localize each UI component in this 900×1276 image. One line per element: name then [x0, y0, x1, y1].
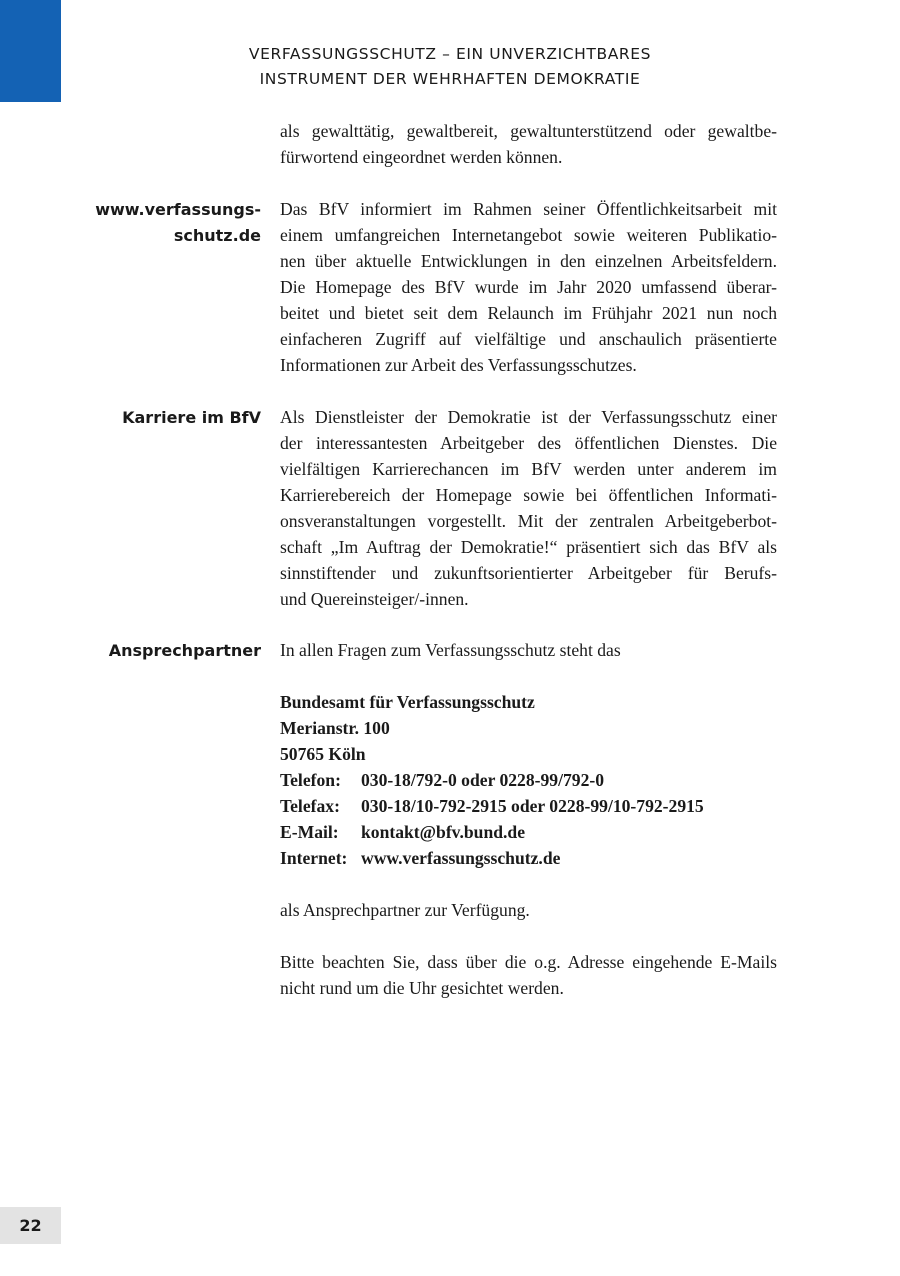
fax-row: [280, 793, 777, 819]
margin-heading-line: www.verfassungs-: [95, 200, 261, 219]
text-line: nicht rund um die Uhr gesichtet werden.: [280, 978, 564, 998]
text-line: als Ansprechpartner zur Verfügung.: [280, 900, 530, 920]
margin-heading-career: [122, 405, 261, 431]
text-line: und Quereinsteiger/-innen.: [280, 589, 469, 609]
email-row: [280, 819, 777, 845]
running-header-line-2: INSTRUMENT DER WEHRHAFTEN DEMOKRATIE: [259, 70, 641, 88]
text-line: Das BfV informiert im Rahmen seiner Öffentlichkeitsarbeit mit: [280, 199, 777, 219]
internet-row: [280, 845, 777, 871]
text-line: fürwortend eingeordnet werden können.: [280, 147, 563, 167]
contact-key: Telefon:: [280, 770, 341, 790]
contact-intro: [280, 637, 777, 663]
career-paragraph: [280, 404, 777, 612]
organization-name: Bundesamt für Verfassungsschutz: [280, 692, 535, 712]
margin-heading-line: Ansprechpartner: [108, 641, 261, 660]
text-line: einem umfangreichen Internetangebot sowie weiteren Publikatio-: [280, 225, 777, 245]
contact-key: Internet:: [280, 848, 348, 868]
phone-row: [280, 767, 777, 793]
phone-value: 030-18/792-0 oder 0228-99/792-0: [361, 770, 605, 790]
internet-value: www.verfassungsschutz.de: [361, 848, 561, 868]
text-line: onsveranstaltungen vorgestellt. Mit der zentralen Arbeitgeberbot-: [280, 511, 777, 531]
text-line: nen über aktuelle Entwicklungen in den einzelnen Arbeitsfeldern.: [280, 251, 777, 271]
contact-key: Telefax:: [280, 796, 340, 816]
text-line: beitet und bietet seit dem Relaunch im Frühjahr 2021 nun noch: [280, 303, 777, 323]
margin-heading-contact: [109, 638, 261, 664]
text-line: der interessantesten Arbeitgeber des öffentlichen Dienstes. Die: [280, 433, 777, 453]
text-line: Die Homepage des BfV wurde im Jahr 2020 umfassend überar-: [280, 277, 777, 297]
website-paragraph: [280, 196, 777, 378]
postal-city: 50765 Köln: [280, 744, 366, 764]
page-number: 22: [0, 1207, 61, 1244]
text-line: Informationen zur Arbeit des Verfassungsschutzes.: [280, 355, 637, 375]
margin-heading-line: Karriere im BfV: [122, 408, 261, 427]
contact-key: E-Mail:: [280, 822, 339, 842]
margin-heading-line: schutz.de: [173, 226, 261, 245]
text-line: sinnstiftender und zukunftsorientierter Arbeitgeber für Berufs-: [280, 563, 777, 583]
text-line: als gewalttätig, gewaltbereit, gewaltunterstützend oder gewaltbe-: [280, 121, 777, 141]
intro-paragraph: [280, 118, 777, 170]
text-line: Bitte beachten Sie, dass über die o.g. Adresse eingehende E-Mails: [280, 952, 777, 972]
text-line: schaft „Im Auftrag der Demokratie!“ präsentiert sich das BfV als: [280, 537, 777, 557]
text-line: einfacheren Zugriff auf vielfältige und anschaulich präsentierte: [280, 329, 777, 349]
text-line: In allen Fragen zum Verfassungsschutz steht das: [280, 640, 621, 660]
margin-heading-website: [95, 197, 261, 249]
availability-line: [280, 897, 777, 923]
email-value: kontakt@bfv.bund.de: [361, 822, 526, 842]
street-address: Merianstr. 100: [280, 718, 390, 738]
text-line: Als Dienstleister der Demokratie ist der Verfassungsschutz einer: [280, 407, 777, 427]
text-line: Karrierebereich der Homepage sowie bei öffentlichen Informati-: [280, 485, 777, 505]
text-line: vielfältigen Karrierechancen im BfV werden unter anderem im: [280, 459, 777, 479]
running-header-line-1: VERFASSUNGSSCHUTZ – EIN UNVERZICHTBARES: [248, 45, 652, 63]
fax-value: 030-18/10-792-2915 oder 0228-99/10-792-2915: [361, 796, 704, 816]
email-notice: [280, 949, 777, 1001]
address-block: [280, 689, 777, 871]
